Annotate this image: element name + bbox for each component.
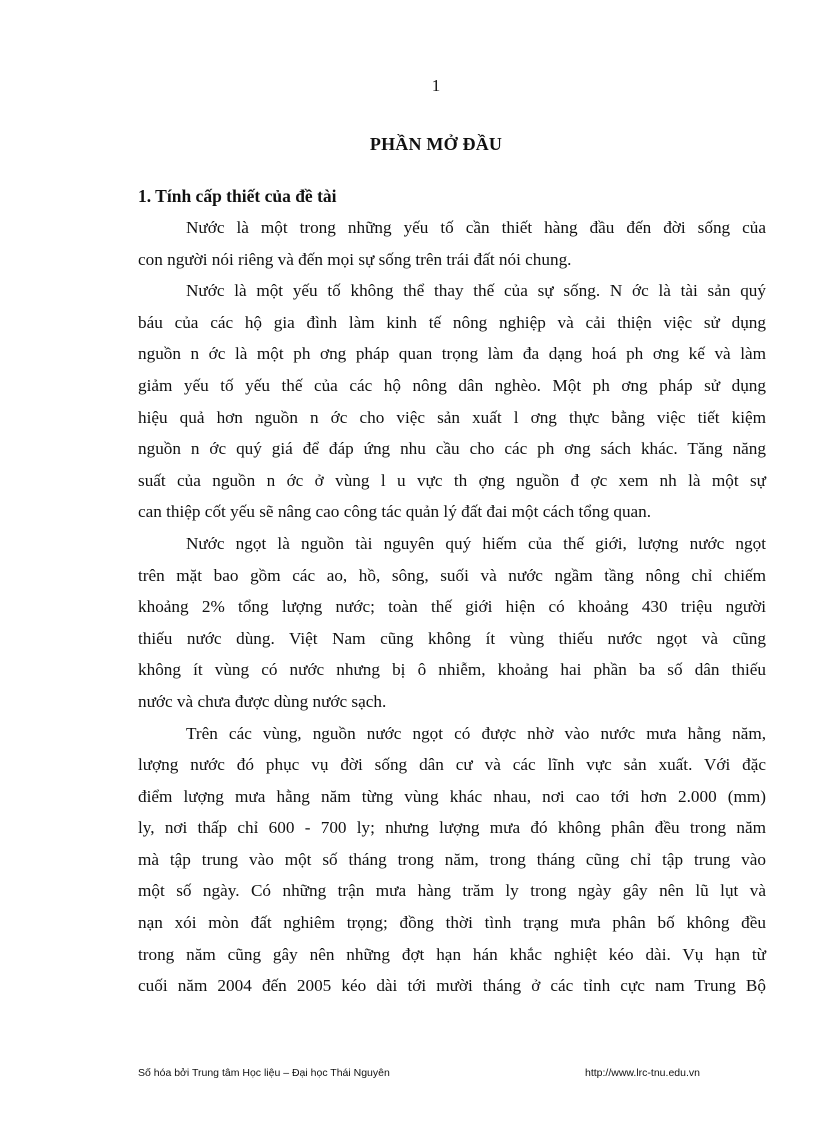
text-line: Nước là một yếu tố không thể thay thế của sự sống. N ớc là tài sản quý: [186, 281, 766, 301]
text-line: điểm lượng mưa hằng năm từng vùng khác nhau, nơi cao tới hơn 2.000 (mm): [138, 786, 766, 806]
text-line: thiếu nước dùng. Việt Nam cũng không ít vùng thiếu nước ngọt và cũng: [138, 628, 766, 648]
text-line: nguồn n ớc quý giá để đáp ứng nhu cầu cho các ph ơng sách khác. Tăng năng: [138, 439, 766, 459]
text-line: khoảng 2% tổng lượng nước; toàn thế giới hiện có khoảng 430 triệu người: [138, 597, 766, 617]
text-line: con người nói riêng và đến mọi sự sống trên trái đất nói chung.: [138, 249, 572, 269]
text-line: báu của các hộ gia đình làm kinh tế nông nghiệp và cải thiện việc sử dụng: [138, 312, 766, 332]
text-line: nguồn n ớc là một ph ơng pháp quan trọng làm đa dạng hoá ph ơng kế và làm: [138, 344, 766, 364]
text-line: lượng nước đó phục vụ đời sống dân cư và các lĩnh vực sản xuất. Với đặc: [138, 755, 766, 775]
body-text: [138, 212, 766, 1002]
text-line: không ít vùng có nước nhưng bị ô nhiễm, khoảng hai phần ba số dân thiếu: [138, 660, 766, 680]
text-line: Nước ngọt là nguồn tài nguyên quý hiếm của thế giới, lượng nước ngọt: [186, 533, 766, 553]
text-line: mà tập trung vào một số tháng trong năm, trong tháng cũng chỉ tập trung vào: [138, 849, 766, 869]
chapter-title: PHẦN MỞ ĐẦU: [369, 134, 503, 154]
footer-source: Số hóa bởi Trung tâm Học liệu – Đại học Thái Nguyên: [138, 1067, 390, 1079]
text-line: nạn xói mòn đất nghiêm trọng; đồng thời tình trạng mưa phân bố không đều: [138, 913, 766, 933]
text-line: can thiệp cốt yếu sẽ nâng cao công tác quản lý đất đai một cách tổng quan.: [138, 502, 652, 522]
text-line: một số ngày. Có những trận mưa hàng trăm ly trong ngày gây nên lũ lụt và: [138, 881, 766, 901]
text-line: Nước là một trong những yếu tố cần thiết hàng đầu đến đời sống của: [186, 218, 766, 237]
text-line: trên mặt bao gồm các ao, hồ, sông, suối và nước ngầm tầng nông chỉ chiếm: [138, 565, 766, 585]
text-line: cuối năm 2004 đến 2005 kéo dài tới mười tháng ở các tỉnh cực nam Trung Bộ: [138, 976, 766, 996]
text-line: nước và chưa được dùng nước sạch.: [138, 691, 387, 711]
page-number: 1: [431, 76, 441, 95]
text-line: hiệu quả hơn nguồn n ớc cho việc sản xuất l ơng thực bằng việc tiết kiệm: [138, 407, 766, 427]
text-line: trong năm cũng gây nên những đợt hạn hán khắc nghiệt kéo dài. Vụ hạn từ: [138, 944, 766, 964]
text-line: suất của nguồn n ớc ở vùng l u vực th ợng nguồn đ ợc xem nh là một sự: [138, 470, 766, 490]
footer-url: http://www.lrc-tnu.edu.vn: [585, 1067, 700, 1079]
text-line: ly, nơi thấp chỉ 600 - 700 ly; nhưng lượng mưa đó không phân đều trong năm: [138, 818, 766, 838]
text-line: Trên các vùng, nguồn nước ngọt có được nhờ vào nước mưa hằng năm,: [186, 723, 766, 743]
text-line: giảm yếu tố yếu thế của các hộ nông dân nghèo. Một ph ơng pháp sử dụng: [138, 375, 766, 395]
section-heading: 1. Tính cấp thiết của đề tài: [138, 186, 337, 206]
